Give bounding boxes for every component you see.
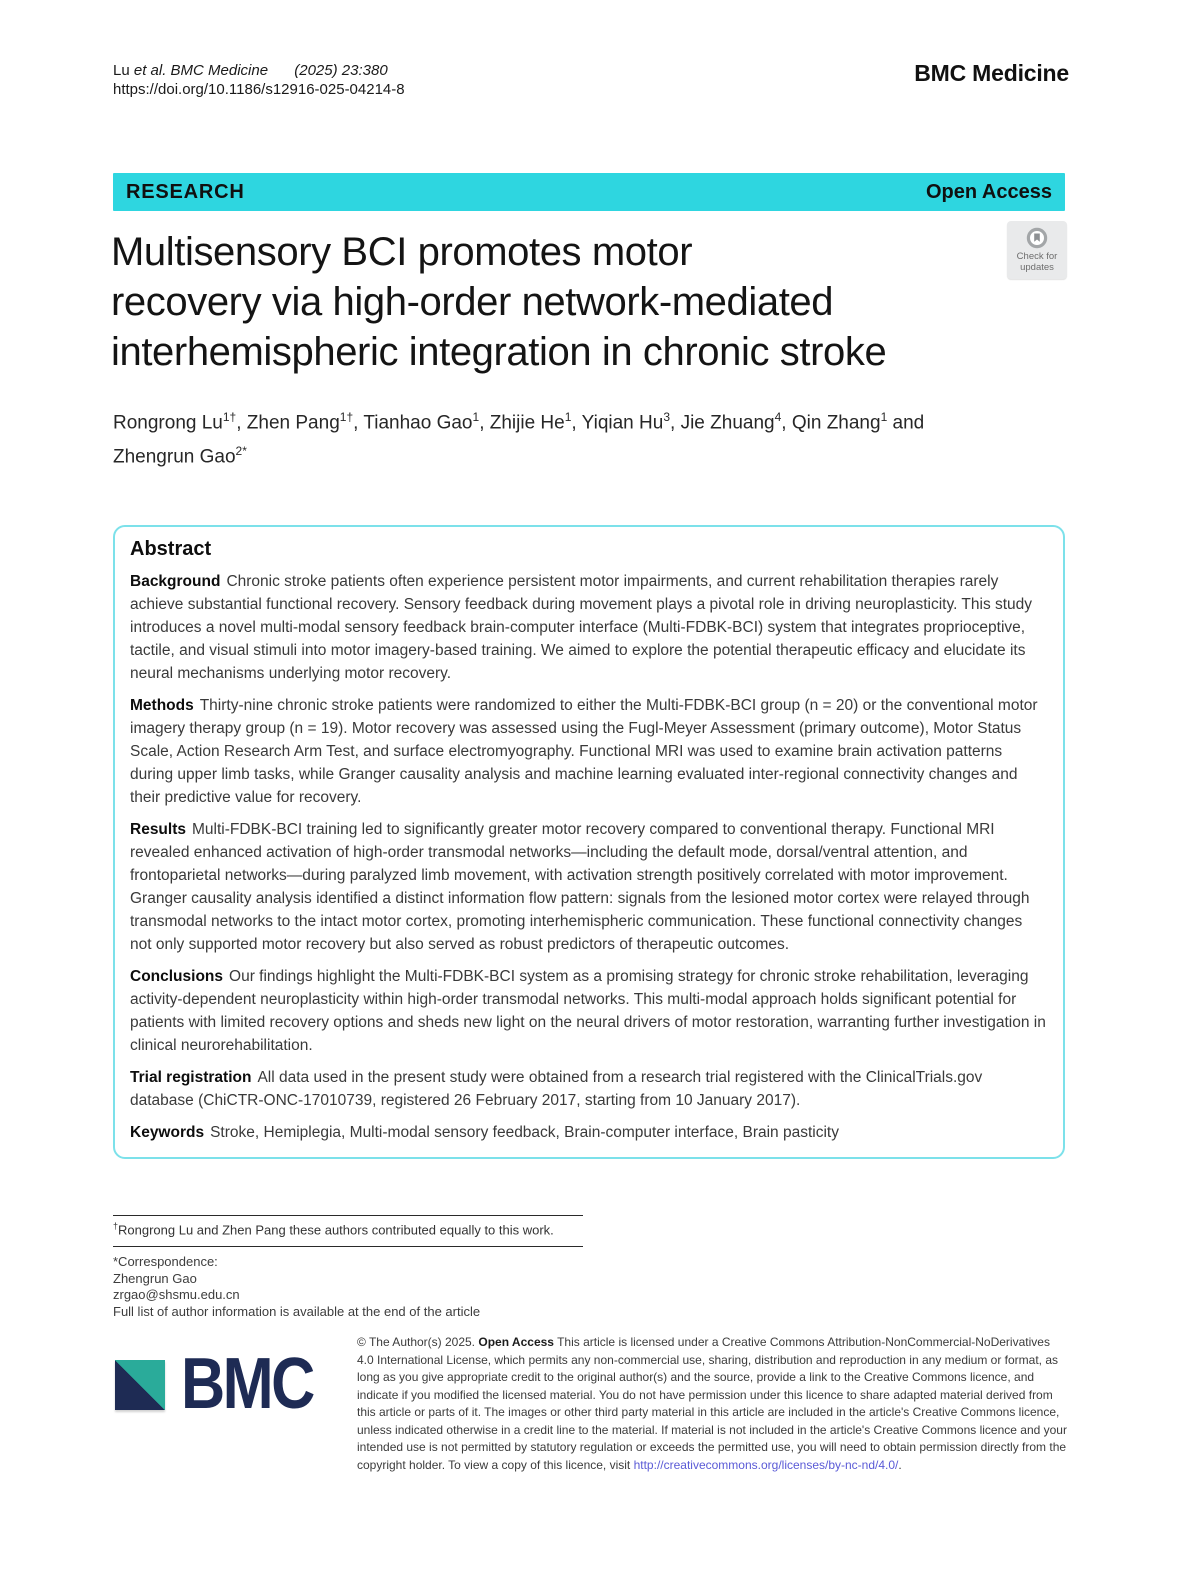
- title-line-1: Multisensory BCI promotes motor: [111, 230, 693, 274]
- author-affiliation-sup: 1: [472, 410, 480, 424]
- article-type-label: RESEARCH: [126, 180, 245, 203]
- title-line-2: recovery via high-order network-mediated: [111, 280, 834, 324]
- section-label: Methods: [130, 697, 194, 714]
- author-list: Rongrong $Lu^{1\dagger}$, Zhen Pang$^{1\dagger}$, Tianhao Gao$^1$, Zhijie He$^1$, Yiqian Hu$^3$, Jie Zhuang$^4$, Qin Zhang$^1$ and Zhengrun Gao$^{2*}$: [113, 410, 925, 468]
- abstract-section-trial-registration: [130, 1066, 1048, 1112]
- correspondence-block: [113, 1254, 480, 1320]
- citation-author: Lu: [113, 62, 130, 79]
- license-paragraph: [357, 1334, 1069, 1474]
- citation-issue: (2025) 23:380: [294, 62, 388, 79]
- author-name: Tianhao Gao: [363, 412, 473, 434]
- section-text: Thirty-nine chronic stroke patients were randomized to either the Multi-FDBK-BCI group (n = 20) or the conventional motor imagery therapy group (n = 19). Motor recovery was assessed using the Fugl-Meyer Assessment (primary outcome), Motor Status Scale, Action Research Arm Test, and surface electromyography. Functional MRI was used to examine brain activation patterns during upper limb tasks, while Granger causality analysis and machine learning evaluated inter-regional connectivity changes and their predictive value for recovery.: [130, 697, 1038, 806]
- footnote-divider-top: [113, 1215, 583, 1216]
- abstract-section-conclusions: [130, 965, 1048, 1057]
- correspondence-name: Zhengrun Gao: [113, 1270, 197, 1286]
- author-name: Zhen Pang: [246, 412, 340, 434]
- bmc-logo-text: BMC: [181, 1344, 313, 1424]
- article-title: [111, 227, 1011, 377]
- open-access-label: Open Access: [926, 180, 1052, 203]
- license-body: This article is licensed under a Creative Commons Attribution-NonCommercial-NoDerivatives 4.0 International License, which permits any non-commercial use, sharing, distribution and reproduction in any medium or format, as long as you give appropriate credit to the original author(s) and the source, provide a link to the Creative Commons licence, and indicate if you modified the licensed material. You do not have permission under this licence to share adapted material derived from this article or parts of it. The images or other third party material in this article are included in the article's Creative Commons licence, unless indicated otherwise in a credit line to the material. If material is not included in the article's Creative Commons licence and your intended use is not permitted by statutory regulation or exceeds the permitted use, you will need to obtain permission directly from the copyright holder. To view a copy of this licence, visit: [357, 1335, 1067, 1472]
- section-text: Stroke, Hemiplegia, Multi-modal sensory feedback, Brain-computer interface, Brain pasticity: [210, 1124, 839, 1141]
- section-label: Conclusions: [130, 968, 224, 985]
- citation-line: [113, 61, 405, 80]
- abstract-box: [113, 525, 1065, 1159]
- citation-block: [113, 61, 405, 99]
- dagger-mark: †: [113, 1221, 119, 1231]
- abstract-heading: Abstract: [130, 538, 212, 560]
- bmc-logo: [115, 1344, 336, 1424]
- author-affiliation-sup: 4: [774, 410, 782, 424]
- author-affiliation-sup: 1: [880, 410, 888, 424]
- section-text: Multi-FDBK-BCI training led to significantly greater motor recovery compared to conventional therapy. Functional MRI revealed enhanced activation of high-order transmodal networks—including the default mode, dorsal/ventral attention, and frontoparietal networks—during paralyzed limb movement, with activation strength positively correlated with motor improvement. Granger causality analysis identified a distinct information flow pattern: signals from the lesioned motor cortex were relayed through transmodal networks to the intact motor cortex, promoting interhemispheric communication. These functional connectivity changes not only supported motor recovery but also served as robust predictors of therapeutic outcomes.: [130, 821, 1030, 953]
- section-label: Keywords: [130, 1124, 205, 1141]
- check-for-updates-badge[interactable]: [1007, 221, 1067, 279]
- author-affiliation-sup: 1†: [339, 410, 354, 424]
- abstract-section-background: [130, 570, 1048, 685]
- license-open-access: Open Access: [478, 1335, 554, 1349]
- author-affiliation-sup: 1†: [222, 410, 237, 424]
- journal-name: BMC Medicine: [914, 60, 1069, 86]
- abstract-section-methods: [130, 694, 1048, 809]
- abstract-section-keywords: [130, 1121, 1048, 1144]
- crossmark-icon: [1026, 227, 1048, 249]
- correspondence-label: *Correspondence:: [113, 1254, 218, 1269]
- correspondence-email: zrgao@shsmu.edu.cn: [113, 1287, 240, 1302]
- section-label: Trial registration: [130, 1069, 252, 1086]
- author-affiliation-sup: 3: [663, 410, 671, 424]
- citation-journal: et al. BMC Medicine: [133, 62, 269, 79]
- author-name: Qin Zhang: [791, 412, 881, 434]
- bmc-logo-icon: [115, 1360, 165, 1410]
- author-affiliation-sup: 1: [564, 410, 572, 424]
- section-label: Background: [130, 573, 221, 590]
- author-name: Zhengrun Gao: [113, 446, 236, 468]
- doi-text: https://doi.org/10.1186/s12916-025-04214-8: [113, 81, 405, 98]
- author-name: Zhijie He: [489, 412, 565, 434]
- author-name: Rongrong Lu: [113, 412, 223, 434]
- section-text: All data used in the present study were obtained from a research trial registered with the ClinicalTrials.gov database (ChiCTR-ONC-17010739, registered 26 February 2017, starting from 10 January 2017).: [130, 1069, 983, 1109]
- section-text: Our findings highlight the Multi-FDBK-BCI system as a promising strategy for chronic stroke rehabilitation, leveraging activity-dependent neuroplasticity within high-order transmodal networks. This multi-modal approach holds significant potential for patients with limited recovery options and sheds new light on the neural drivers of motor restoration, warranting further investigation in clinical neurorehabilitation.: [130, 968, 1046, 1054]
- title-line-3: interhemispheric integration in chronic stroke: [111, 330, 887, 374]
- author-info-note: Full list of author information is available at the end of the article: [113, 1303, 481, 1319]
- section-label: Results: [130, 821, 186, 838]
- footnote-divider-bottom: [113, 1246, 583, 1247]
- section-text: Chronic stroke patients often experience persistent motor impairments, and current rehabilitation therapies rarely achieve substantial functional recovery. Sensory feedback during movement plays a pivotal role in driving neuroplasticity. This study introduces a novel multi-modal sensory feedback brain-computer interface (Multi-FDBK-BCI) system that integrates proprioceptive, tactile, and visual stimuli into motor imagery-based training. We aimed to explore the potential therapeutic efficacy and elucidate its neural mechanisms underlying motor recovery.: [130, 573, 1033, 682]
- author-name: Jie Zhuang: [680, 412, 775, 434]
- equal-contribution-footnote: †Rongrong Lu and Zhen Pang these authors contributed equally to this work.: [113, 1221, 554, 1238]
- check-for-updates-label: Check for updates: [1016, 251, 1058, 273]
- author-affiliation-sup: 2*: [235, 444, 247, 459]
- license-suffix: .: [898, 1457, 902, 1472]
- license-copyright: © The Author(s) 2025.: [357, 1335, 476, 1349]
- license-link[interactable]: http://creativecommons.org/licenses/by-nc-nd/4.0/: [633, 1457, 899, 1472]
- article-type-banner: [113, 173, 1065, 211]
- author-name: Yiqian Hu: [581, 412, 664, 434]
- abstract-section-results: [130, 818, 1048, 956]
